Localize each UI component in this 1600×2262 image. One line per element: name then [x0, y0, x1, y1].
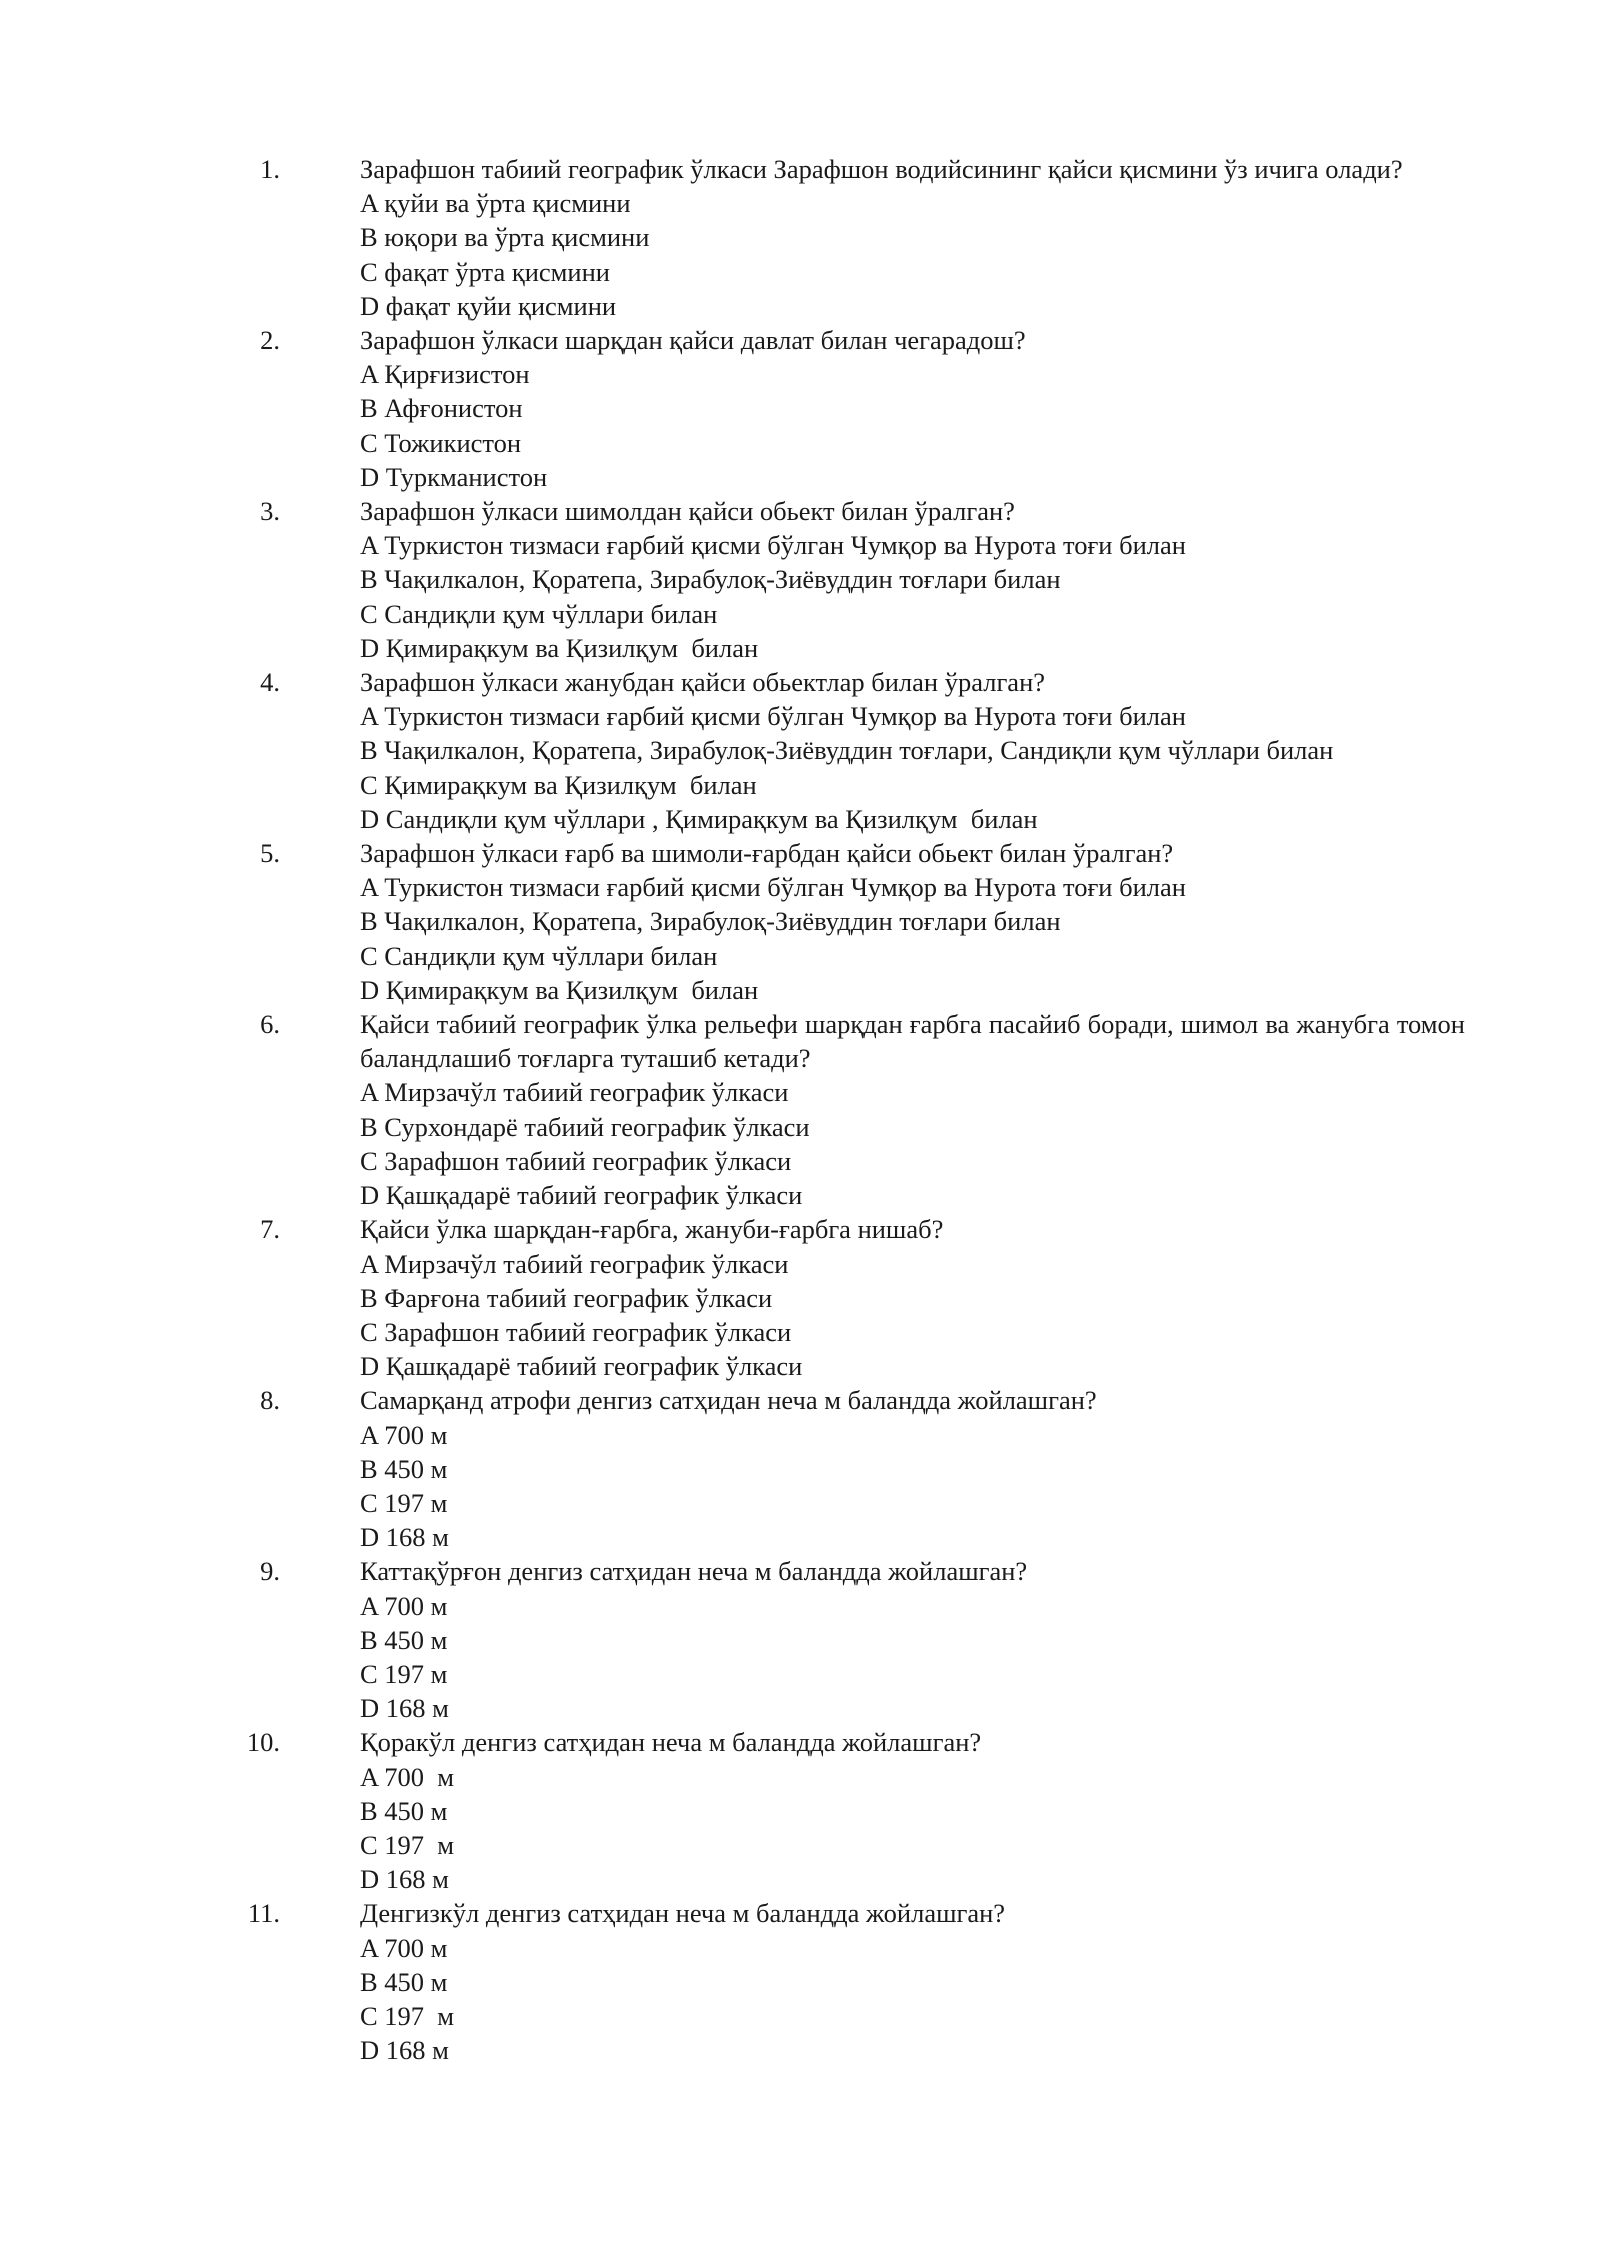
question-text: Қоракўл денгиз сатҳидан неча м баландда жойлашган?: [360, 1727, 982, 1758]
question-number: 8.: [260, 1385, 280, 1416]
answer-option: D 168 м: [360, 1693, 449, 1724]
answer-option: C 197 м: [360, 1487, 448, 1518]
answer-option: B Фарғона табиий географик ўлкаси: [360, 1282, 773, 1313]
question-item: [0, 1383, 1465, 1554]
answer-option: D 168 м: [360, 1522, 449, 1553]
answer-option: D фақат қуйи қисмини: [360, 290, 617, 321]
answer-option: A 700 м: [360, 1761, 455, 1792]
answer-option: D Қашқадарё табиий географик ўлкаси: [360, 1351, 803, 1382]
question-number: 10.: [246, 1727, 280, 1758]
question-text: Қайси ўлка шарқдан-ғарбга, жануби-ғарбга нишаб?: [360, 1214, 944, 1245]
answer-option: A Қирғизистон: [360, 359, 530, 390]
answer-option: A 700 м: [360, 1419, 448, 1450]
question-text: Зарафшон ўлкаси жанубдан қайси обьектлар билан ўралган?: [360, 667, 1046, 698]
answer-option: B 450 м: [360, 1624, 448, 1655]
answer-option: A 700 м: [360, 1932, 448, 1963]
answer-option: B Сурхондарё табиий географик ўлкаси: [360, 1111, 810, 1142]
answer-option: D 168 м: [360, 2035, 449, 2066]
question-text: Зарафшон ўлкаси ғарб ва шимоли-ғарбдан қайси обьект билан ўралган?: [360, 838, 1174, 869]
question-text: Зарафшон ўлкаси шарқдан қайси давлат билан чегарадош?: [360, 325, 1026, 356]
question-text: Самарқанд атрофи денгиз сатҳидан неча м баландда жойлашган?: [360, 1385, 1097, 1416]
question-number: 9.: [260, 1556, 280, 1587]
question-number: 4.: [260, 667, 280, 698]
answer-option: B юқори ва ўрта қисмини: [360, 222, 650, 253]
answer-option: D Туркманистон: [360, 461, 548, 492]
answer-option: A Туркистон тизмаси ғарбий қисми бўлган Чумқор ва Нурота тоғи билан: [360, 872, 1186, 903]
question-number: 5.: [260, 838, 280, 869]
question-item: [0, 494, 1465, 665]
question-item: [0, 1554, 1465, 1725]
question-number: 11.: [247, 1898, 280, 1929]
answer-option: C Зарафшон табиий географик ўлкаси: [360, 1145, 792, 1176]
question-item: [0, 1896, 1465, 2067]
answer-option: B Чақилкалон, Қоратепа, Зирабулоқ-Зиёвуддин тоғлари билан: [360, 564, 1061, 595]
question-item: [0, 323, 1465, 494]
answer-option: D 168 м: [360, 1864, 449, 1895]
question-text: Денгизкўл денгиз сатҳидан неча м баландда жойлашган?: [360, 1898, 1006, 1929]
answer-option: B 450 м: [360, 1966, 448, 1997]
question-number: 7.: [260, 1214, 280, 1245]
answer-option: A Мирзачўл табиий географик ўлкаси: [360, 1248, 789, 1279]
answer-option: B Чақилкалон, Қоратепа, Зирабулоқ-Зиёвуддин тоғлари билан: [360, 906, 1061, 937]
question-item: [0, 152, 1465, 323]
question-item: [0, 1007, 1465, 1212]
answer-option: C 197 м: [360, 1829, 455, 1860]
question-number: 1.: [260, 154, 280, 184]
answer-option: C Қимирақкум ва Қизилқум билан: [360, 769, 757, 800]
question-text: Каттақўрғон денгиз сатҳидан неча м баландда жойлашган?: [360, 1556, 1028, 1587]
answer-option: B Афғонистон: [360, 393, 523, 424]
question-item: [0, 665, 1465, 836]
answer-option: A қуйи ва ўрта қисмини: [360, 188, 631, 219]
answer-option: A Мирзачўл табиий географик ўлкаси: [360, 1077, 789, 1108]
question-number: 3.: [260, 496, 280, 527]
question-text: Қайси табиий географик ўлка рельефи шарқдан ғарбга пасайиб боради, шимол ва жанубга томон баландлашиб тоғларга туташиб кетади?: [360, 1009, 1465, 1074]
question-text: Зарафшон ўлкаси шимолдан қайси обьект билан ўралган?: [360, 496, 1015, 527]
question-text: Зарафшон табиий географик ўлкаси Зарафшон водийсининг қайси қисмини ўз ичига олади?: [360, 154, 1403, 184]
answer-option: A Туркистон тизмаси ғарбий қисми бўлган Чумқор ва Нурота тоғи билан: [360, 530, 1186, 561]
answer-option: B Чақилкалон, Қоратепа, Зирабулоқ-Зиёвуддин тоғлари, Сандиқли қум чўллари билан: [360, 735, 1334, 766]
answer-option: D Қимирақкум ва Қизилқум билан: [360, 632, 759, 663]
answer-option: B 450 м: [360, 1795, 448, 1826]
answer-option: D Қимирақкум ва Қизилқум билан: [360, 974, 759, 1005]
answer-option: C фақат ўрта қисмини: [360, 256, 610, 287]
question-number: 6.: [260, 1009, 280, 1040]
answer-option: C Зарафшон табиий географик ўлкаси: [360, 1316, 792, 1347]
question-item: [0, 1212, 1465, 1383]
answer-option: C 197 м: [360, 1658, 448, 1689]
answer-option: C Сандиқли қум чўллари билан: [360, 940, 718, 971]
answer-option: C Сандиқли қум чўллари билан: [360, 598, 718, 629]
answer-option: A 700 м: [360, 1590, 448, 1621]
question-list: [0, 152, 1600, 2067]
question-item: [0, 836, 1465, 1007]
question-number: 2.: [260, 325, 280, 356]
answer-option: C 197 м: [360, 2000, 455, 2031]
answer-option: D Қашқадарё табиий географик ўлкаси: [360, 1180, 803, 1211]
answer-option: A Туркистон тизмаси ғарбий қисми бўлган Чумқор ва Нурота тоғи билан: [360, 701, 1186, 732]
answer-option: C Тожикистон: [360, 427, 522, 458]
answer-option: B 450 м: [360, 1453, 448, 1484]
answer-option: D Сандиқли қум чўллари , Қимирақкум ва Қизилқум билан: [360, 803, 1038, 834]
question-item: [0, 1725, 1465, 1896]
